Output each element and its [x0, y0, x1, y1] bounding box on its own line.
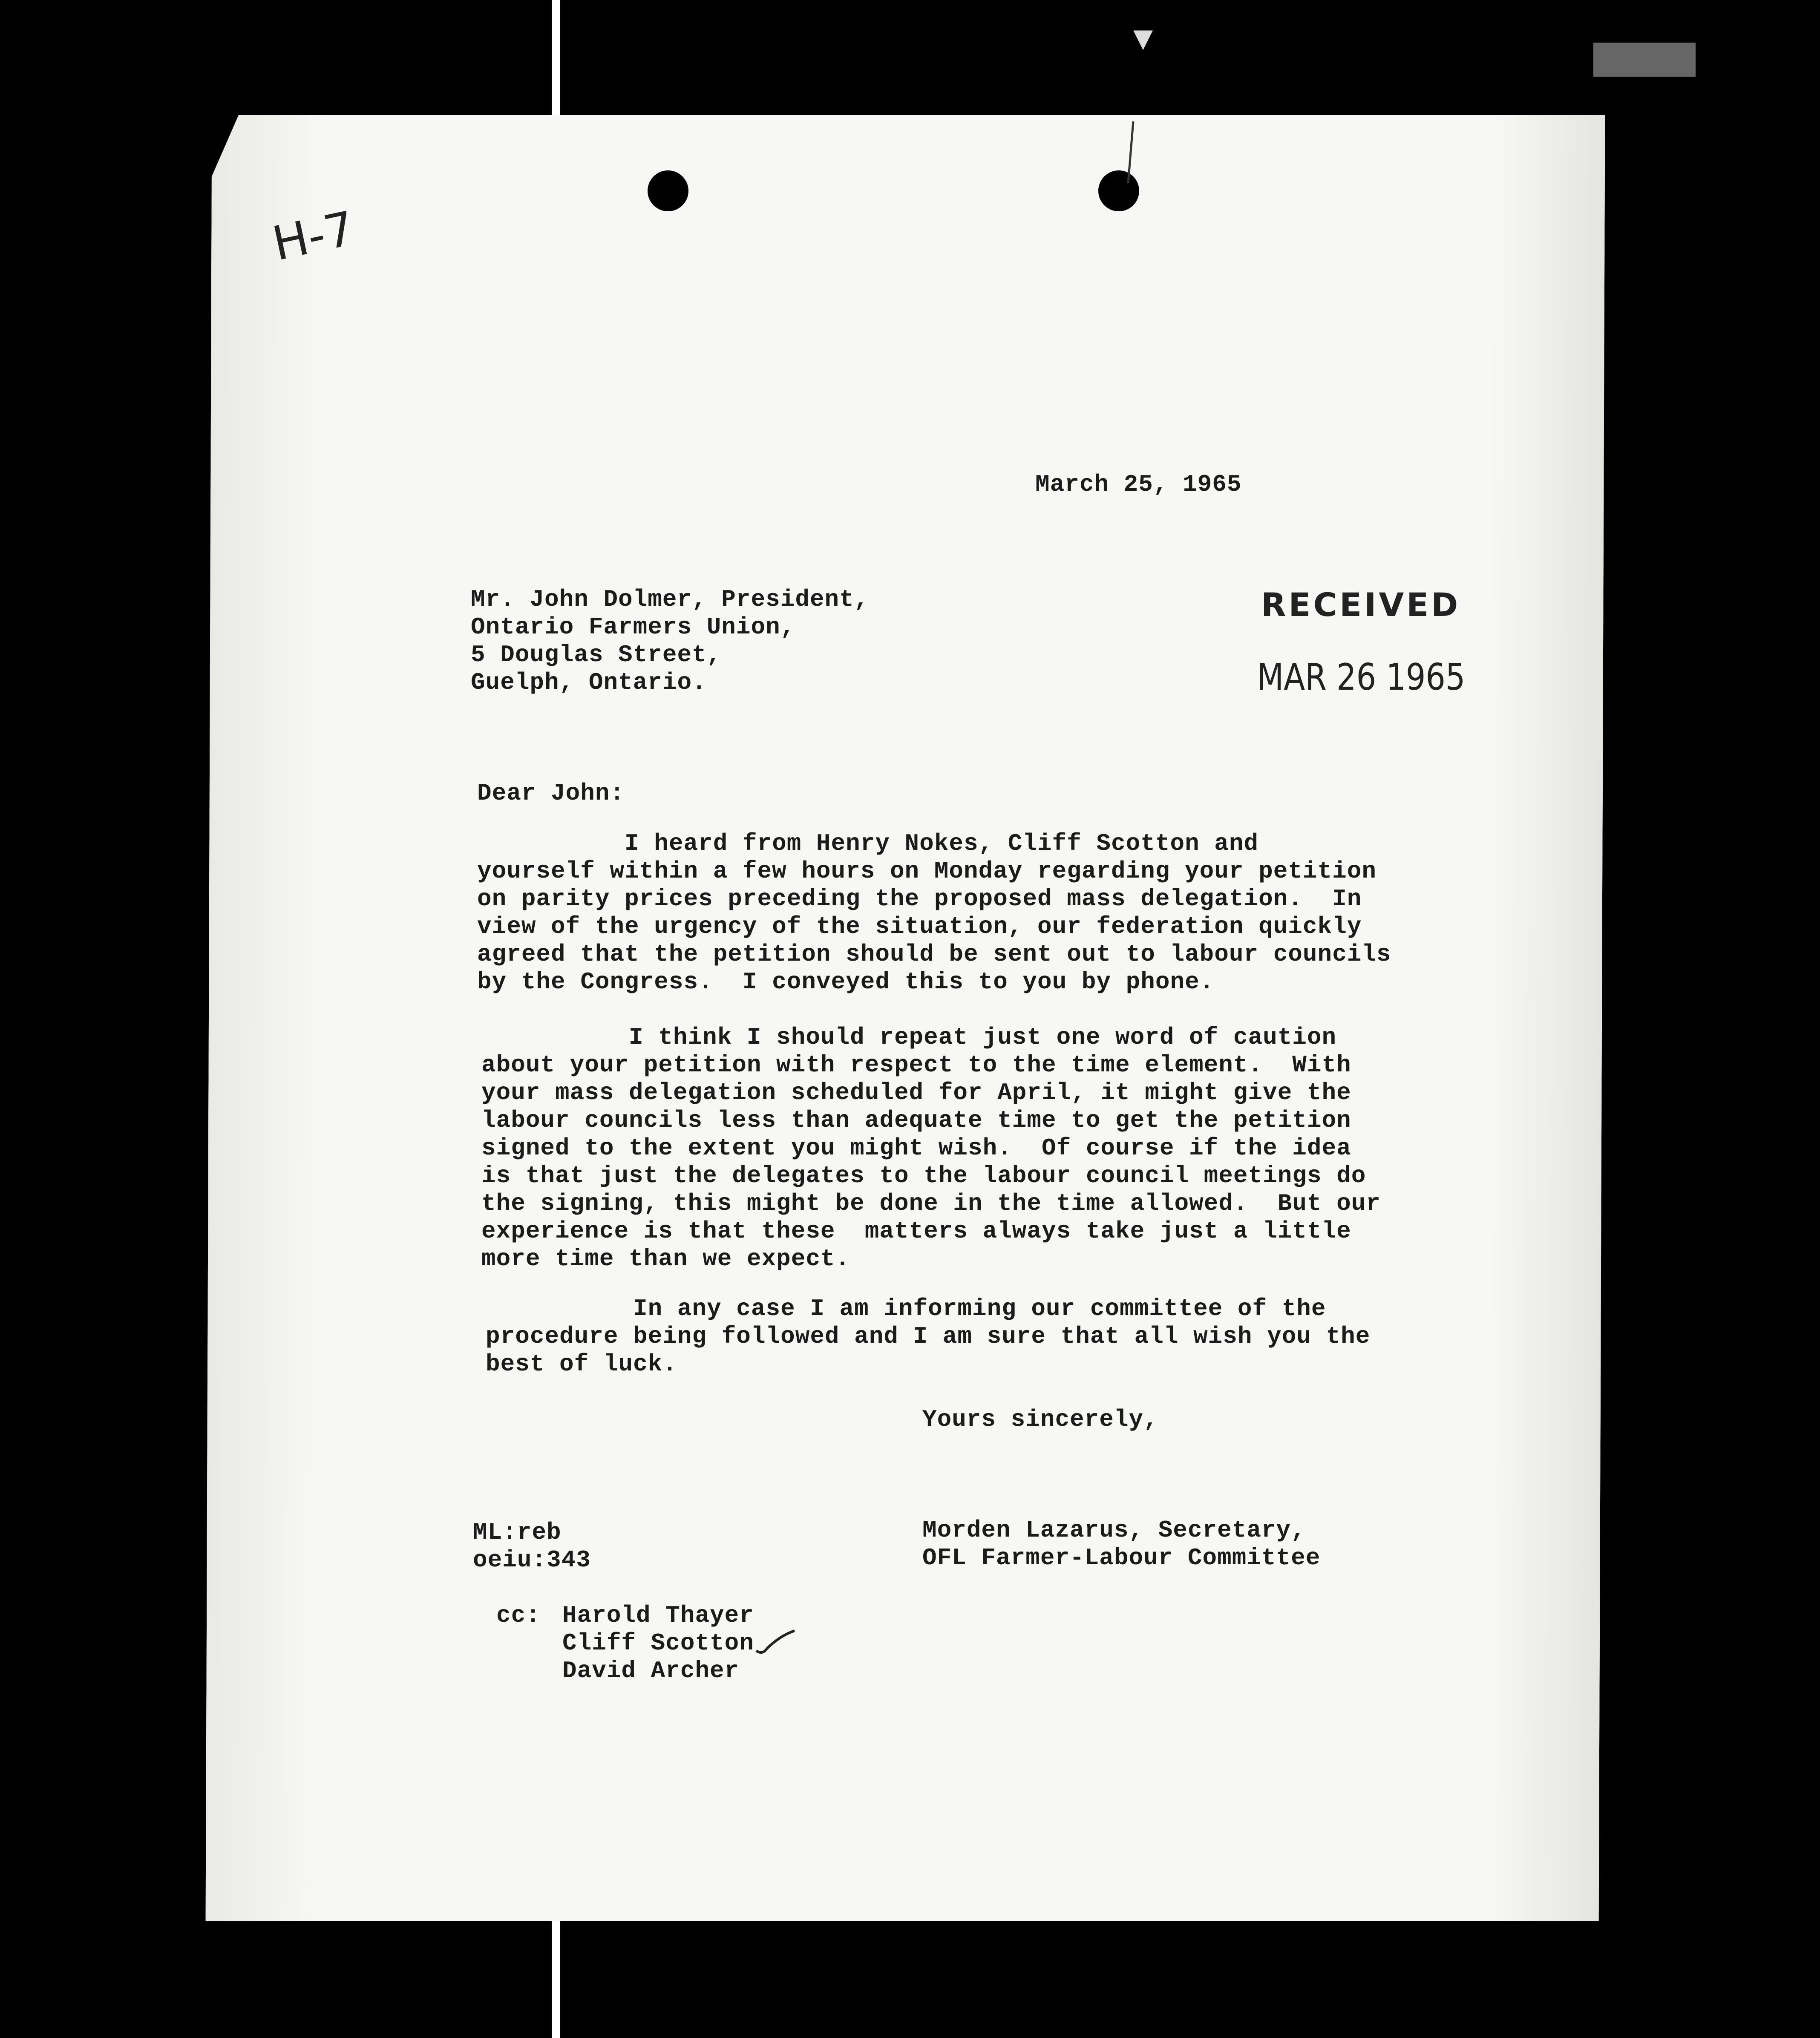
signatory-line: Morden Lazarus, Secretary,	[922, 1517, 1306, 1544]
pen-stroke-mark	[1125, 119, 1138, 187]
body-line: I think I should repeat just one word of caution	[481, 1024, 1337, 1051]
address-line: Guelph, Ontario.	[471, 669, 707, 696]
signatory-line: OFL Farmer-Labour Committee	[922, 1544, 1321, 1572]
reference-line: ML:reb	[473, 1519, 562, 1546]
body-line: labour councils less than adequate time to get the petition	[481, 1107, 1351, 1134]
cc-label: cc:	[496, 1602, 541, 1629]
body-line: best of luck.	[486, 1350, 677, 1378]
body-line: by the Congress. I conveyed this to you by phone.	[477, 968, 1215, 996]
salutation: Dear John:	[477, 780, 625, 807]
received-stamp-label: RECEIVED	[1261, 586, 1461, 624]
body-line: view of the urgency of the situation, our federation quickly	[477, 913, 1362, 940]
closing: Yours sincerely,	[922, 1406, 1158, 1433]
film-frame-mark: ▼	[1133, 23, 1153, 53]
body-line: more time than we expect.	[481, 1245, 850, 1272]
handwritten-file-mark: H-7	[268, 201, 360, 271]
checkmark-icon	[754, 1627, 797, 1657]
body-line: I heard from Henry Nokes, Cliff Scotton and	[477, 830, 1259, 857]
body-line: signed to the extent you might wish. Of course if the idea	[481, 1134, 1351, 1162]
body-line: about your petition with respect to the time element. With	[481, 1051, 1351, 1079]
film-slit-top	[552, 0, 560, 124]
body-line: the signing, this might be done in the time allowed. But our	[481, 1190, 1381, 1217]
body-line: In any case I am informing our committee of the	[486, 1295, 1326, 1322]
film-slit-bottom	[552, 1908, 560, 2038]
body-line: on parity prices preceding the proposed mass delegation. In	[477, 885, 1362, 912]
body-paragraph-2	[481, 1024, 1381, 1273]
cc-name: Cliff Scotton	[562, 1629, 754, 1657]
address-line: 5 Douglas Street,	[471, 641, 722, 668]
body-line: your mass delegation scheduled for April, it might give the	[481, 1079, 1351, 1106]
address-line: Ontario Farmers Union,	[471, 613, 795, 641]
film-smudge	[1593, 43, 1696, 77]
address-line: Mr. John Dolmer, President,	[471, 586, 869, 613]
body-line: agreed that the petition should be sent out to labour councils	[477, 941, 1391, 968]
received-stamp-date: MAR 26 1965	[1257, 656, 1466, 699]
folded-corner	[209, 115, 239, 183]
letter-date: March 25, 1965	[1035, 471, 1242, 498]
body-line: is that just the delegates to the labour council meetings do	[481, 1162, 1366, 1189]
cc-name: David Archer	[562, 1657, 740, 1684]
body-line: yourself within a few hours on Monday regarding your petition	[477, 858, 1377, 885]
punch-hole-left	[648, 170, 688, 211]
letter-page	[206, 115, 1605, 1921]
body-paragraph-1	[477, 830, 1391, 996]
body-line: experience is that these matters always take just a little	[481, 1218, 1351, 1245]
reference-line: oeiu:343	[473, 1546, 591, 1574]
body-paragraph-3	[486, 1295, 1370, 1378]
body-line: procedure being followed and I am sure that all wish you the	[486, 1323, 1371, 1350]
cc-name: Harold Thayer	[562, 1602, 754, 1629]
